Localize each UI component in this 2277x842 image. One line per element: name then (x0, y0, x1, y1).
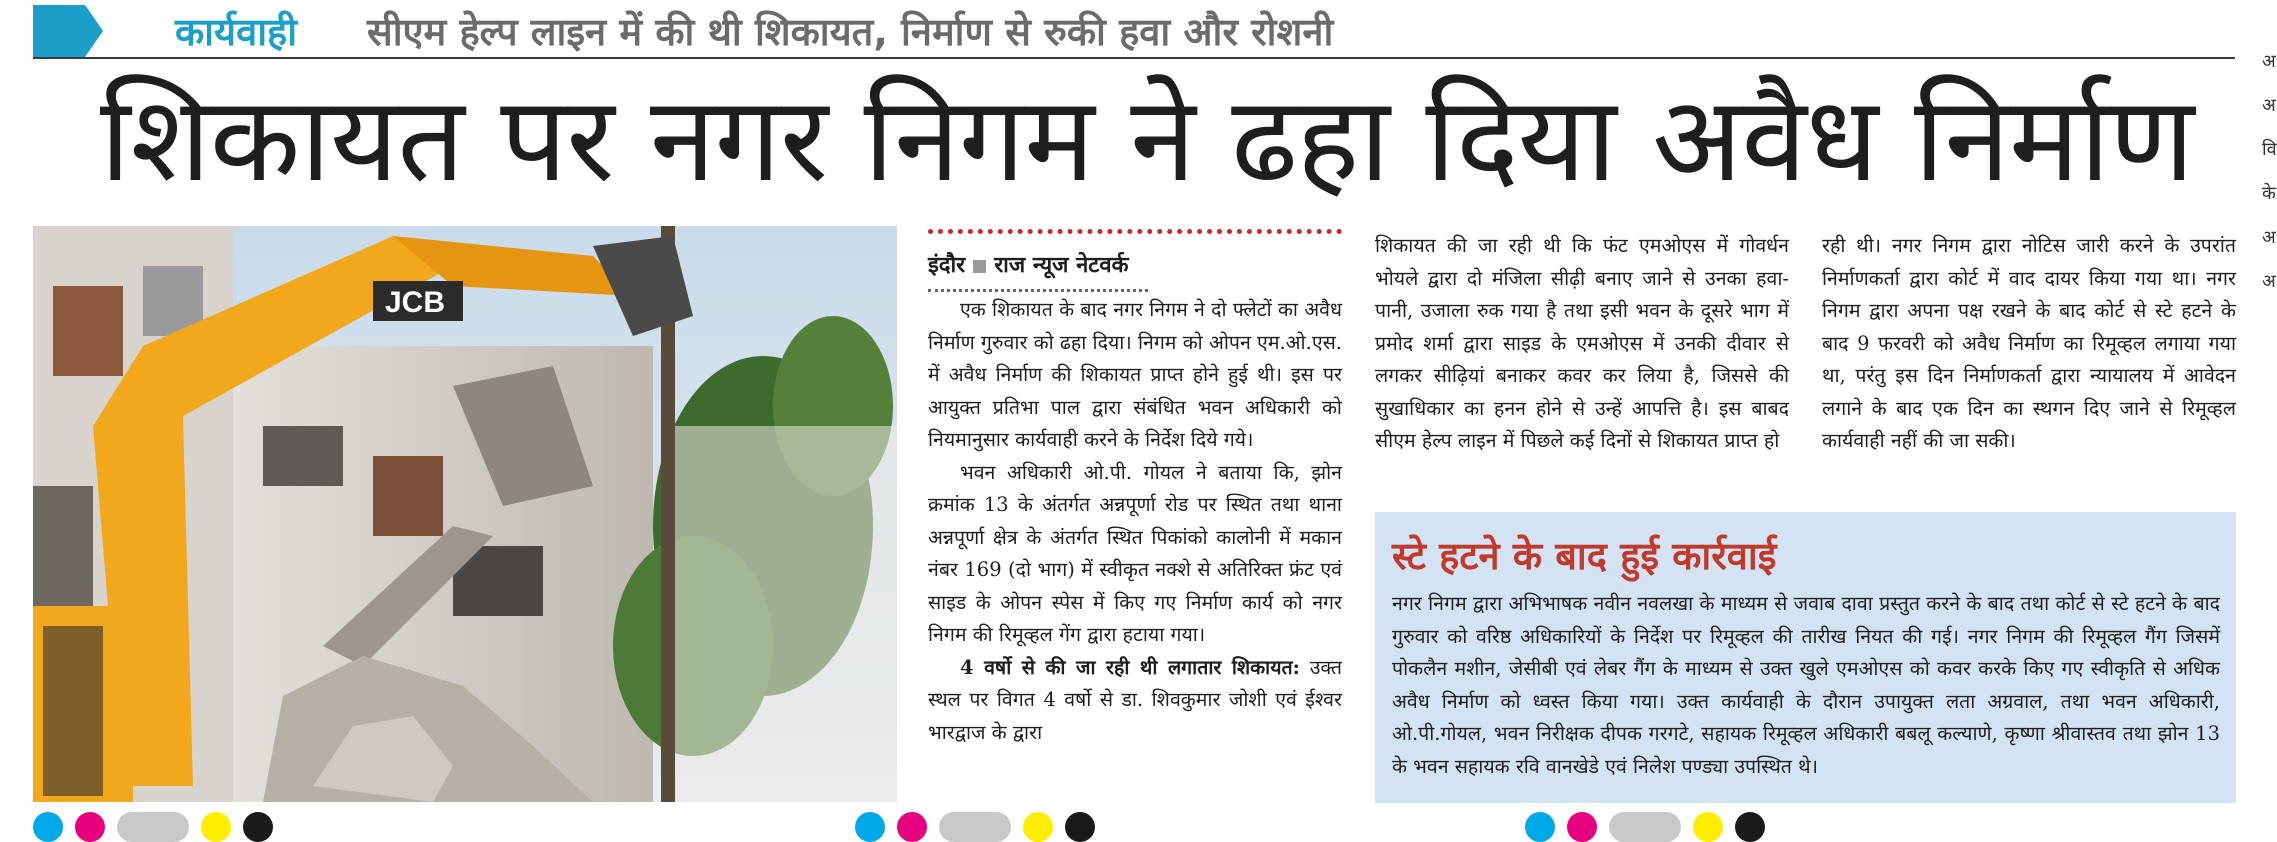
article-paragraph: शिकायत की जा रही थी कि फंट एमओएस में गोवर्धन भोयले द्वारा दो मंजिला सीढ़ी बनाए जाने से उनका हवा-पानी, उजाला रुक गया है तथा इसी भवन के दूसरे भाग में प्रमोद शर्मा द्वारा साइड के एमओएस में उनकी दीवार से लगकर सीढ़ियां बनाकर कवर कर लिया है, जिससे की सुखाधिकार का हनन होने से उन्हें आपत्ति है। इस बाबद सीएम हेल्प लाइन में पिछले कई दिनों से शिकायत प्राप्त हो (1375, 234, 1789, 452)
edge-char: अ (2262, 51, 2276, 72)
kicker-label: कार्यवाही (175, 10, 298, 54)
article-paragraph: रही थी। नगर निगम द्वारा नोटिस जारी करने के उपरांत निर्माणकर्ता द्वारा कोर्ट में वाद दायर किया गया था। नगर निगम द्वारा अपना पक्ष रखने के बाद कोर्ट से स्टे हटने के बाद 9 फरवरी को अवैध निर्माण का रिमूव्हल लगाया गया था, परंतु इस दिन निर्माणकर्ता द्वारा न्यायालय में आवेदन लगाने के बाद एक दिन का स्थगन दिए जाने से रिमूव्हल कार्यवाही नहीं की जा सकी। (1822, 234, 2236, 452)
demolition-photo-image (33, 226, 897, 802)
article-subhead: 4 वर्षो से की जा रही थी लगातार शिकायत: (960, 655, 1300, 679)
byline-separator-icon (973, 260, 986, 273)
grey-bar-icon (939, 812, 1011, 842)
magenta-dot-icon (75, 812, 105, 842)
headline: शिकायत पर नगर निगम ने ढहा दिया अवैध निर्माण (100, 70, 2194, 208)
article-paragraph (928, 652, 1342, 750)
registration-marks-left (33, 812, 293, 834)
cyan-dot-icon (1525, 812, 1555, 842)
cyan-dot-icon (33, 812, 63, 842)
black-dot-icon (1735, 812, 1765, 842)
boxed-story-title: स्टे हटने के बाद हुई कार्रवाई (1392, 534, 1777, 578)
kicker-subheading: सीएम हेल्प लाइन में की थी शिकायत, निर्माण से रुकी हवा और रोशनी (367, 10, 1334, 54)
article-column-2 (1375, 230, 1789, 458)
byline-place: इंदौर (928, 253, 966, 278)
registration-marks-right (1525, 812, 1785, 834)
byline-bottom-rule (928, 289, 1148, 292)
cyan-dot-icon (855, 812, 885, 842)
magenta-dot-icon (1567, 812, 1597, 842)
magenta-dot-icon (897, 812, 927, 842)
yellow-dot-icon (1693, 812, 1723, 842)
edge-char: अ (2262, 95, 2276, 116)
article-paragraph: एक शिकायत के बाद नगर निगम ने दो फ्लेटों का अवैध निर्माण गुरुवार को ढहा दिया। निगम को ओपन एम.ओ.एस. में अवैध निर्माण की शिकायत प्राप्त होने हुई थी। इस पर आयुक्त प्रतिभा पाल द्वारा संबंधित भवन अधिकारी को नियमानुसार कार्यवाही करने के निर्देश दिये गये। (928, 298, 1342, 451)
article-paragraph: भवन अधिकारी ओ.पी. गोयल ने बताया कि, झोन क्रमांक 13 के अंतर्गत अन्नपूर्णा रोड पर स्थित तथा थाना अन्नपूर्णा क्षेत्र के अंतर्गत स्थित पिकांको कालोनी में मकान नंबर 169 (दो भाग) में स्वीकृत नक्शे से अतिरिक्त फ्रंट एवं साइड के ओपन स्पेस में किए गए निर्माण कार्य को नगर निगम की रिमूव्हल गेंग द्वारा हटाया गया। (928, 460, 1342, 646)
article-subhead-text: उक्त स्थल पर विगत 4 वर्षो से डा. शिवकुमार जोशी एवं ईश्वर भारद्वाज के द्वारा (928, 655, 1343, 744)
news-photo (33, 226, 897, 802)
article-column-3 (1822, 230, 2236, 458)
byline-agency: राज न्यूज नेटवर्क (994, 253, 1129, 278)
black-dot-icon (1065, 812, 1095, 842)
machine-label: JCB (385, 286, 446, 319)
edge-char: वि (2262, 139, 2277, 160)
boxed-story-text: नगर निगम द्वारा अभिभाषक नवीन नवलखा के माध्यम से जवाब दावा प्रस्तुत करने के बाद तथा कोर्ट से स्टे हटने के बाद गुरुवार को वरिष्ठ अधिकारियों के निर्देश पर रिमूव्हल की तारीख नियत की गई। नगर निगम की रिमूव्हल गैंग जिसमें पोकलैन मशीन, जेसीबी एवं लेबर गैंग के माध्यम से उक्त खुले एमओएस को कवर करके किए गए स्वीकृति से अधिक अवैध निर्माण को ध्वस्त किया गया। उक्त कार्यवाही के दौरान उपायुक्त लता अग्रवाल, तथा भवन अधिकारी, ओ.पी.गोयल, भवन निरीक्षक दीपक गरगटे, सहायक रिमूव्हल अधिकारी बबलू कल्याणे, कृष्णा श्रीवास्तव तथा झोन 13 के भवन सहायक रवि वानखेडे एवं निलेश पण्ड्या उपस्थित थे। (1392, 592, 2220, 778)
grey-bar-icon (117, 812, 189, 842)
black-dot-icon (243, 812, 273, 842)
grey-bar-icon (1609, 812, 1681, 842)
kicker-divider (33, 57, 2235, 59)
edge-char: के (2262, 183, 2276, 204)
edge-char: अ (2262, 271, 2276, 292)
registration-marks-center (855, 812, 1115, 834)
byline-top-rule (928, 229, 1342, 234)
adjacent-page-edge-text (2262, 40, 2277, 304)
edge-char: अ (2262, 227, 2276, 248)
yellow-dot-icon (201, 812, 231, 842)
yellow-dot-icon (1023, 812, 1053, 842)
kicker-arrow-icon (33, 5, 103, 57)
byline (928, 246, 1342, 286)
article-column-1 (928, 294, 1342, 749)
